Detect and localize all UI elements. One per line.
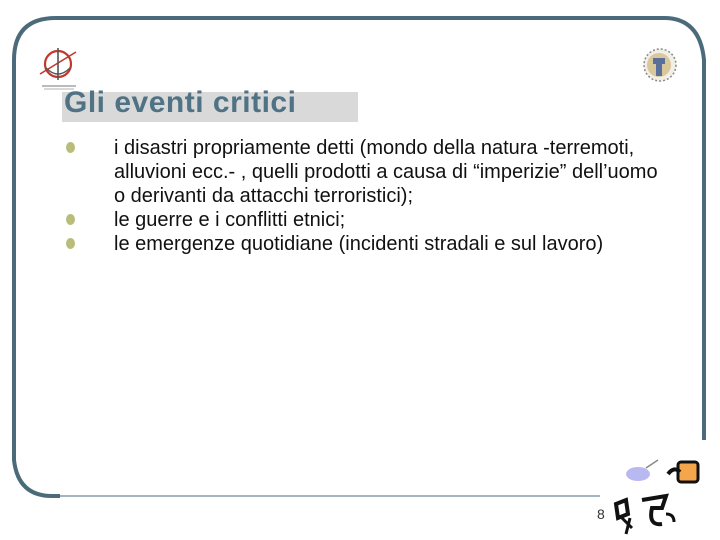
- bullet-item: [66, 136, 666, 208]
- cartoon-doodles-icon: [596, 456, 708, 538]
- bullet-text: le guerre e i conflitti etnici;: [114, 209, 346, 231]
- bullet-item: [66, 232, 666, 256]
- slide-title: Gli eventi critici: [64, 86, 297, 119]
- bullet-dot-icon: [66, 142, 75, 153]
- bullet-dot-icon: [66, 238, 75, 249]
- bullet-text: le emergenze quotidiane (incidenti stradali e sul lavoro): [114, 233, 604, 255]
- bullet-list: [66, 136, 666, 256]
- bullet-text: i disastri propriamente detti (mondo della natura -terremoti, alluvioni ecc.- , quelli prodotti a causa di “imperizie” dell’uomo o derivanti da attacchi terroristici);: [114, 137, 658, 207]
- bullet-dot-icon: [66, 214, 75, 225]
- circular-emblem-logo: [641, 46, 679, 84]
- page-number: 8: [597, 506, 605, 522]
- bullet-item: [66, 208, 666, 232]
